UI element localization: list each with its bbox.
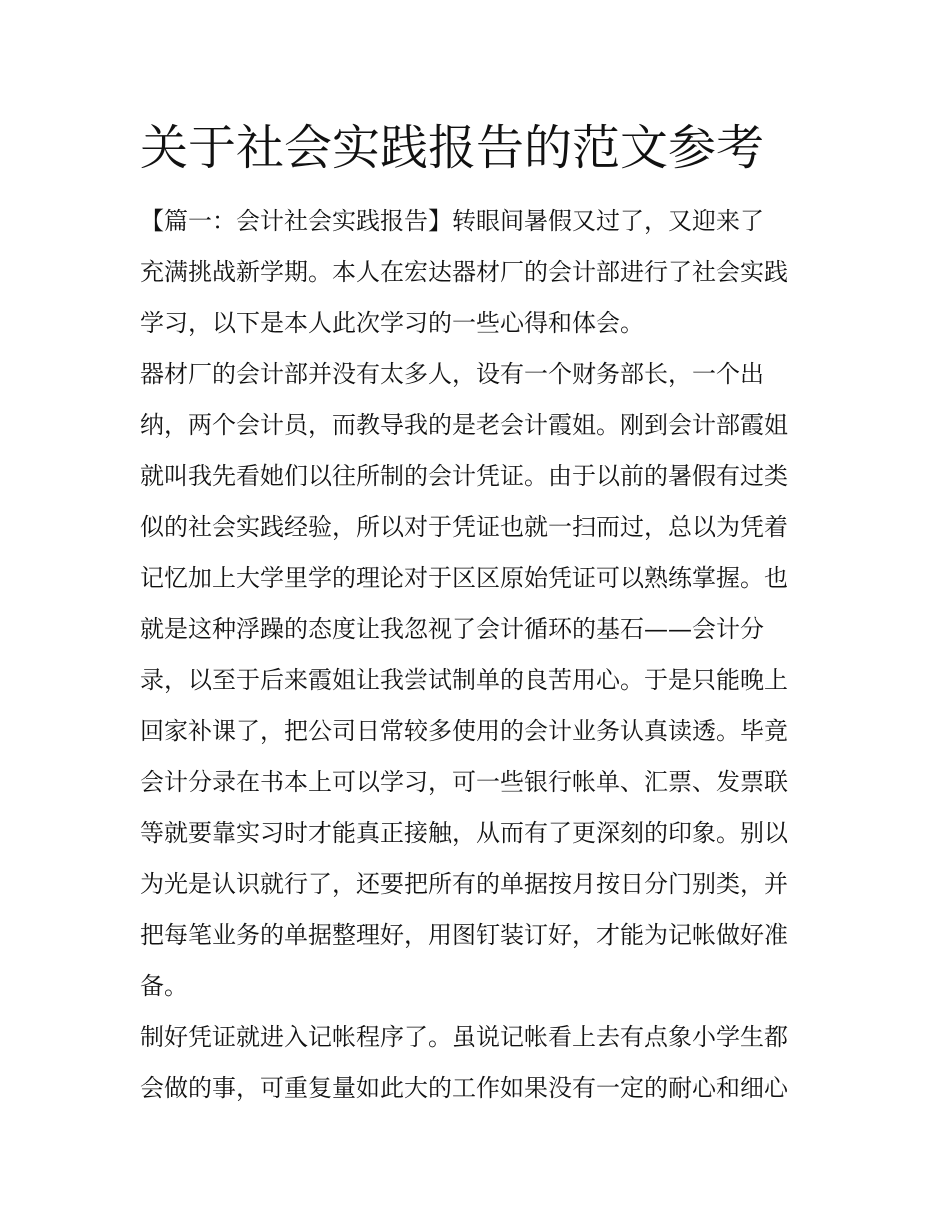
text-line-17: 制好凭证就进入记帐程序了。虽说记帐看上去有点象小学生都 xyxy=(140,1023,788,1051)
text-line-14: 为光是认识就行了，还要把所有的单据按月按日分门别类，并 xyxy=(140,870,788,898)
text-line-15: 把每笔业务的单据整理好，用图钉装订好，才能为记帐做好准 xyxy=(140,921,788,949)
document-body xyxy=(140,196,812,1114)
text-line-5: 纳，两个会计员，而教导我的是老会计霞姐。刚到会计部霞姐 xyxy=(140,411,788,439)
text-line-4: 器材厂的会计部并没有太多人，设有一个财务部长，一个出 xyxy=(140,360,764,388)
document-title: 关于社会实践报告的范文参考 xyxy=(140,120,765,176)
text-line-9: 就是这种浮躁的态度让我忽视了会计循环的基石——会计分 xyxy=(140,615,764,643)
text-line-3: 学习，以下是本人此次学习的一些心得和体会。 xyxy=(140,309,644,337)
text-line-2: 充满挑战新学期。本人在宏达器材厂的会计部进行了社会实践 xyxy=(140,258,788,286)
text-line-8: 记忆加上大学里学的理论对于区区原始凭证可以熟练掌握。也 xyxy=(140,564,788,592)
text-line-16: 备。 xyxy=(140,972,188,1000)
text-line-7: 似的社会实践经验，所以对于凭证也就一扫而过，总以为凭着 xyxy=(140,513,788,541)
text-line-11: 回家补课了，把公司日常较多使用的会计业务认真读透。毕竟 xyxy=(140,717,788,745)
text-line-1: 【篇一：会计社会实践报告】转眼间暑假又过了，又迎来了 xyxy=(140,207,764,235)
text-line-12: 会计分录在书本上可以学习，可一些银行帐单、汇票、发票联 xyxy=(140,768,788,796)
text-line-6: 就叫我先看她们以往所制的会计凭证。由于以前的暑假有过类 xyxy=(140,462,788,490)
text-line-13: 等就要靠实习时才能真正接触，从而有了更深刻的印象。别以 xyxy=(140,819,788,847)
text-line-10: 录，以至于后来霞姐让我尝试制单的良苦用心。于是只能晚上 xyxy=(140,666,788,694)
text-line-18: 会做的事，可重复量如此大的工作如果没有一定的耐心和细心 xyxy=(140,1074,788,1102)
